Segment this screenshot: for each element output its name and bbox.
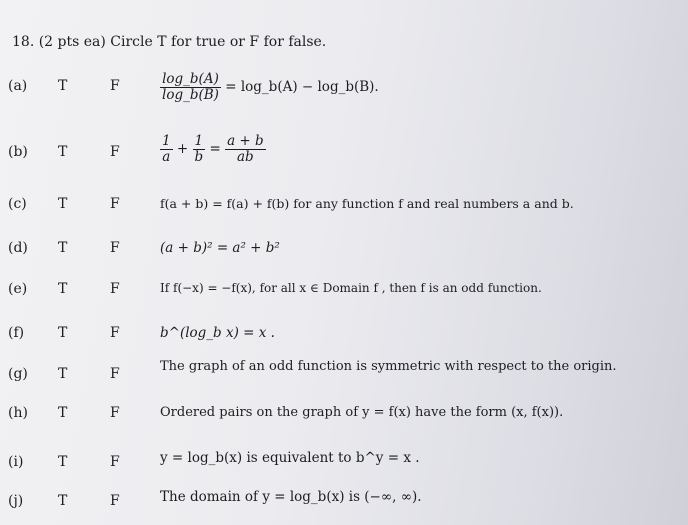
item-i bbox=[0, 450, 688, 478]
statement-h: Ordered pairs on the graph of y = f(x) have the form (x, f(x)). bbox=[160, 405, 564, 420]
statement-b bbox=[160, 134, 266, 165]
denominator: a bbox=[162, 149, 171, 165]
item-d bbox=[0, 240, 688, 264]
item-g bbox=[0, 359, 688, 390]
true-option[interactable]: T bbox=[58, 281, 68, 297]
statement-d: (a + b)² = a² + b² bbox=[160, 240, 280, 256]
denominator: log_b(B) bbox=[162, 87, 219, 103]
true-option[interactable]: T bbox=[58, 196, 68, 212]
false-option[interactable]: F bbox=[110, 144, 120, 160]
false-option[interactable]: F bbox=[110, 78, 120, 94]
statement-i: y = log_b(x) is equivalent to b^y = x . bbox=[160, 450, 420, 466]
fraction bbox=[193, 134, 206, 165]
false-option[interactable]: F bbox=[110, 240, 120, 256]
true-option[interactable]: T bbox=[58, 454, 68, 470]
item-c bbox=[0, 196, 688, 220]
plus-sign: + bbox=[176, 141, 193, 157]
item-a bbox=[0, 71, 688, 103]
statement-g: The graph of an odd function is symmetric with respect to the origin. bbox=[160, 359, 617, 374]
true-option[interactable]: T bbox=[58, 493, 68, 509]
false-option[interactable]: F bbox=[110, 366, 120, 382]
item-label: (a) bbox=[8, 78, 28, 94]
item-label: (j) bbox=[8, 493, 24, 509]
item-e bbox=[0, 281, 688, 305]
true-option[interactable]: T bbox=[58, 144, 68, 160]
item-f bbox=[0, 325, 688, 349]
false-option[interactable]: F bbox=[110, 325, 120, 341]
item-label: (b) bbox=[8, 144, 28, 160]
item-h bbox=[0, 405, 688, 429]
true-option[interactable]: T bbox=[58, 405, 68, 421]
rhs: = log_b(A) − log_b(B). bbox=[225, 79, 379, 95]
statement-e: If f(−x) = −f(x), for all x ∈ Domain f , then f is an odd function. bbox=[160, 281, 542, 295]
true-option[interactable]: T bbox=[58, 240, 68, 256]
false-option[interactable]: F bbox=[110, 196, 120, 212]
item-label: (c) bbox=[8, 196, 27, 212]
denominator: ab bbox=[237, 149, 254, 165]
item-j bbox=[0, 489, 688, 517]
item-label: (h) bbox=[8, 405, 28, 421]
item-label: (g) bbox=[8, 366, 28, 382]
statement-f: b^(log_b x) = x . bbox=[160, 325, 275, 341]
numerator: 1 bbox=[162, 133, 171, 149]
item-label: (e) bbox=[8, 281, 28, 297]
false-option[interactable]: F bbox=[110, 454, 120, 470]
numerator: log_b(A) bbox=[162, 71, 219, 87]
equals-sign: = bbox=[209, 141, 226, 157]
true-option[interactable]: T bbox=[58, 366, 68, 382]
false-option[interactable]: F bbox=[110, 281, 120, 297]
item-label: (f) bbox=[8, 325, 25, 341]
item-b bbox=[0, 133, 688, 168]
statement-c: f(a + b) = f(a) + f(b) for any function f and real numbers a and b. bbox=[160, 196, 574, 211]
false-option[interactable]: F bbox=[110, 493, 120, 509]
item-label: (i) bbox=[8, 454, 24, 470]
item-label: (d) bbox=[8, 240, 28, 256]
question-title: 18. (2 pts ea) Circle T for true or F for false. bbox=[12, 34, 327, 50]
true-option[interactable]: T bbox=[58, 78, 68, 94]
true-option[interactable]: T bbox=[58, 325, 68, 341]
fraction bbox=[160, 72, 221, 103]
numerator: a + b bbox=[227, 133, 264, 149]
statement-j: The domain of y = log_b(x) is (−∞, ∞). bbox=[160, 489, 422, 505]
numerator: 1 bbox=[194, 133, 204, 149]
fraction bbox=[160, 134, 173, 165]
false-option[interactable]: F bbox=[110, 405, 120, 421]
fraction bbox=[225, 134, 266, 165]
statement-a bbox=[160, 72, 379, 103]
denominator: b bbox=[194, 149, 204, 165]
